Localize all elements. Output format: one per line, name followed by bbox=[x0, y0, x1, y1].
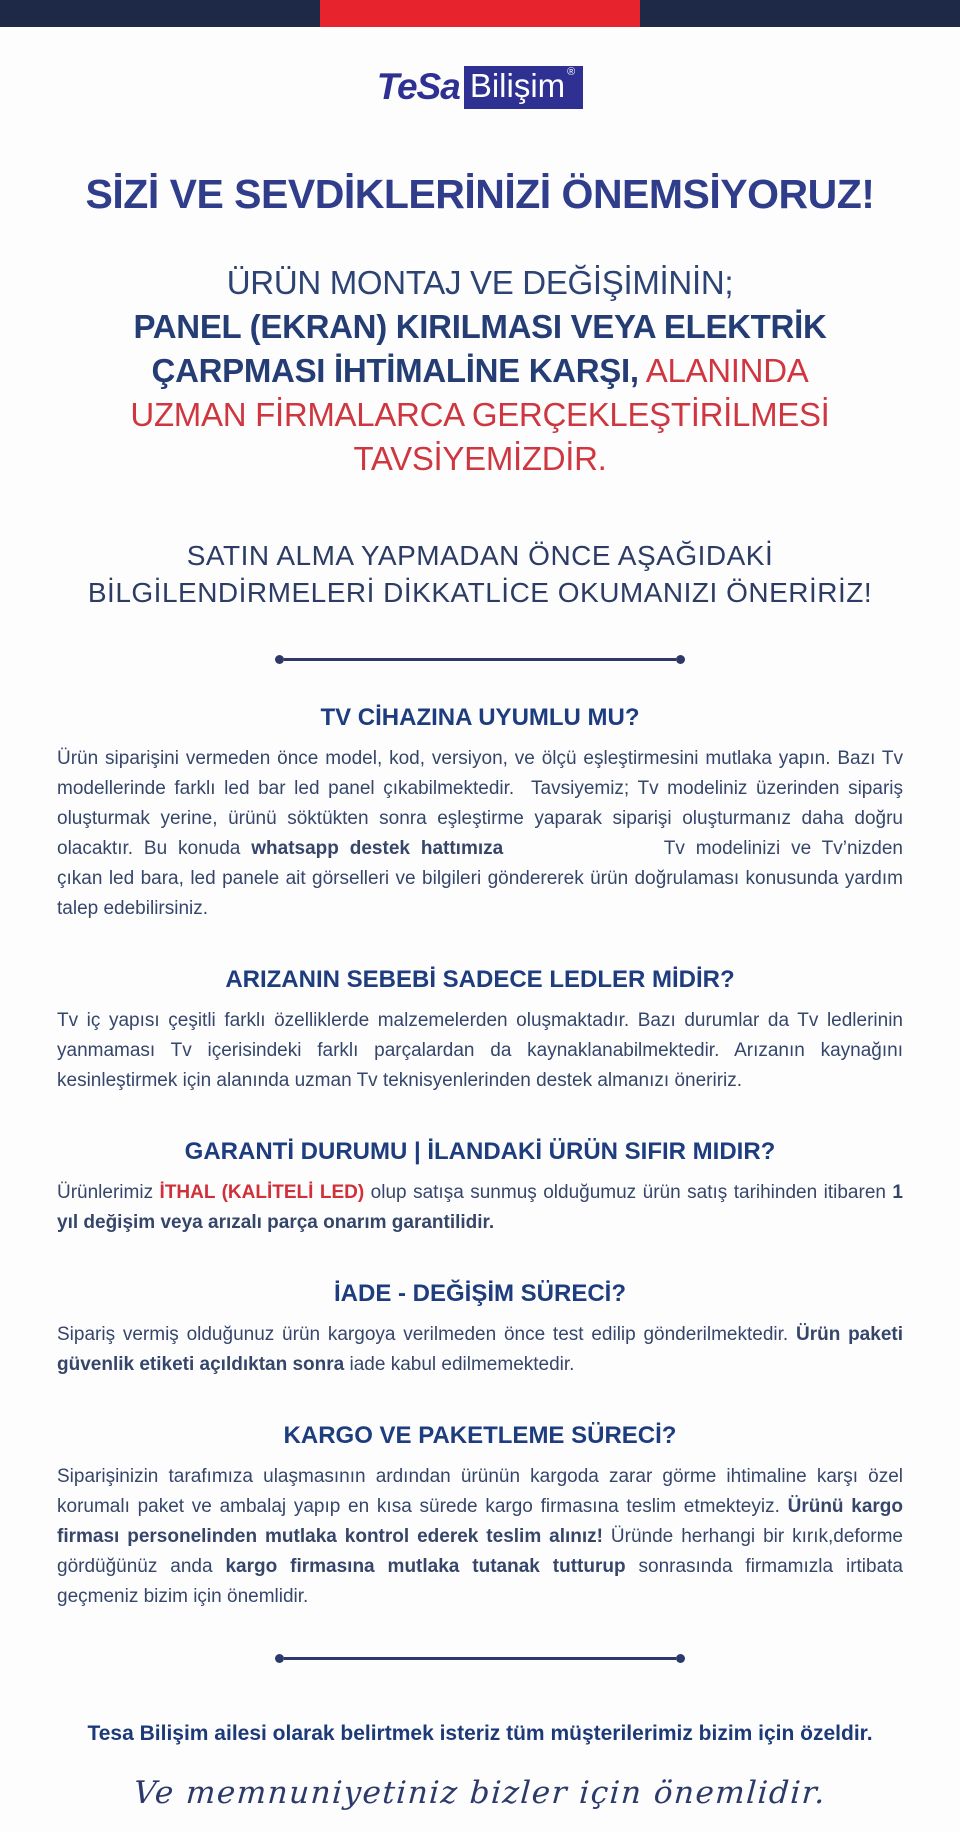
section-body: Siparişinizin tarafımıza ulaşmasının ardından ürünün kargoda zarar görme ihtimaline karşı özel korumalı paket ve ambalaj yapıp en kısa sürede kargo firmasına teslim etmekteyiz. Ürünü kargo firması personelinden mutlaka kontrol ederek teslim alınız! Üründe herhangi bir kırık,deforme gördüğünüz anda kargo firmasına mutlaka tutanak tutturup sonrasında firmamızla irtibata geçmeniz bizim için önemlidir. bbox=[57, 1466, 909, 1607]
brand-logo-bilisim-box bbox=[464, 66, 583, 109]
page-title: SİZİ VE SEVDİKLERİNİZİ ÖNEMSİYORUZ! bbox=[85, 171, 875, 217]
hero-subtitle-line: PANEL (EKRAN) KIRILMASI VEYA ELEKTRİK bbox=[133, 308, 827, 345]
footer-signature-script: Ve memnuniyetiniz bizler için önemlidir. bbox=[132, 1775, 828, 1811]
hero-subtitle-line: UZMAN FİRMALARCA GERÇEKLEŞTİRİLMESİ bbox=[130, 396, 830, 433]
hero-subtitle-line: ÜRÜN MONTAJ VE DEĞİŞİMİNİN; bbox=[226, 264, 734, 301]
divider-dot-left bbox=[275, 655, 284, 664]
footer-message: Tesa Bilişim ailesi olarak belirtmek isteriz tüm müşterilerimiz bizim için özeldir. bbox=[87, 1722, 873, 1745]
section-heading: ARIZANIN SEBEBİ SADECE LEDLER MİDİR? bbox=[225, 966, 735, 993]
brand-logo bbox=[0, 63, 960, 111]
section-tv-compatibility bbox=[57, 704, 909, 924]
divider-dot-left bbox=[275, 1654, 284, 1663]
divider-line bbox=[284, 1657, 676, 1660]
section-body: Tv iç yapısı çeşitli farklı özelliklerde malzemelerden oluşmaktadır. Bazı durumlar da Tv ledlerinin yanmaması Tv içerisindeki farklı parçalardan da kaynaklanabilmektedir. Arızanın kaynağını kesinleştirmek için alanında uzman Tv teknisyenlerinden destek almanızı öneririz. bbox=[57, 1010, 909, 1091]
section-heading: KARGO VE PAKETLEME SÜRECİ? bbox=[283, 1422, 677, 1449]
section-return-process bbox=[57, 1280, 909, 1380]
section-body: Sipariş vermiş olduğunuz ürün kargoya verilmeden önce test edilip gönderilmektedir. Ürün paketi güvenlik etiketi açıldıktan sonra iade kabul edilmemektedir. bbox=[57, 1324, 909, 1375]
top-accent-red-segment bbox=[320, 0, 641, 27]
top-accent-bar bbox=[0, 0, 960, 27]
content bbox=[0, 704, 960, 1612]
section-heading: TV CİHAZINA UYUMLU MU? bbox=[320, 704, 640, 731]
section-heading: İADE - DEĞİŞİM SÜRECİ? bbox=[333, 1280, 627, 1307]
brand-logo-tesa: TeSa bbox=[376, 66, 460, 107]
section-heading: GARANTİ DURUMU | İLANDAKİ ÜRÜN SIFIR MIDIR? bbox=[184, 1138, 776, 1165]
registered-trademark-icon: ® bbox=[567, 65, 576, 78]
pre-purchase-notice-line2: BİLGİLENDİRMELERİ DİKKATLİCE OKUMANIZI ÖNERİRİZ! bbox=[87, 577, 873, 608]
divider-dot-right bbox=[676, 655, 685, 664]
pre-purchase-notice-line1: SATIN ALMA YAPMADAN ÖNCE AŞAĞIDAKİ bbox=[186, 540, 774, 571]
divider-line bbox=[284, 658, 676, 661]
hero-subtitle-line: ÇARPMASI İHTİMALİNE KARŞI, ALANINDA bbox=[151, 352, 809, 389]
brand-logo-bilisim: Bilişim bbox=[469, 66, 566, 104]
section-body: Ürün siparişini vermeden önce model, kod, versiyon, ve ölçü eşleştirmesini mutlaka yapın. Bazı Tv modellerinde farklı led bar led panel çıkabilmektedir. Tavsiyemiz; Tv modeliniz üzerinden sipariş oluşturmak yerine, ürünü söktükten sonra eşleştirme yaparak siparişi oluşturmanız daha doğru olacaktır. Bu konuda whatsapp destek hattımıza Tv modelinizi ve Tv’nizden çıkan led bara, led panele ait görselleri ve bilgileri göndererek ürün doğrulaması konusunda yardım talep edebilirsiniz. bbox=[57, 748, 909, 919]
hero-subtitle bbox=[0, 261, 960, 481]
section-fault-cause bbox=[57, 966, 909, 1096]
divider-dot-right bbox=[676, 1654, 685, 1663]
section-shipping-packaging bbox=[57, 1422, 909, 1612]
pre-purchase-notice bbox=[0, 537, 960, 611]
section-divider bbox=[275, 655, 685, 664]
hero-subtitle-line: TAVSİYEMİZDİR. bbox=[353, 440, 607, 477]
footer-divider bbox=[275, 1654, 685, 1663]
section-body: Ürünlerimiz İTHAL (KALİTELİ LED) olup satışa sunmuş olduğumuz ürün satış tarihinden itibaren 1 yıl değişim veya arızalı parça onarım garantilidir. bbox=[57, 1182, 909, 1233]
section-warranty bbox=[57, 1138, 909, 1238]
